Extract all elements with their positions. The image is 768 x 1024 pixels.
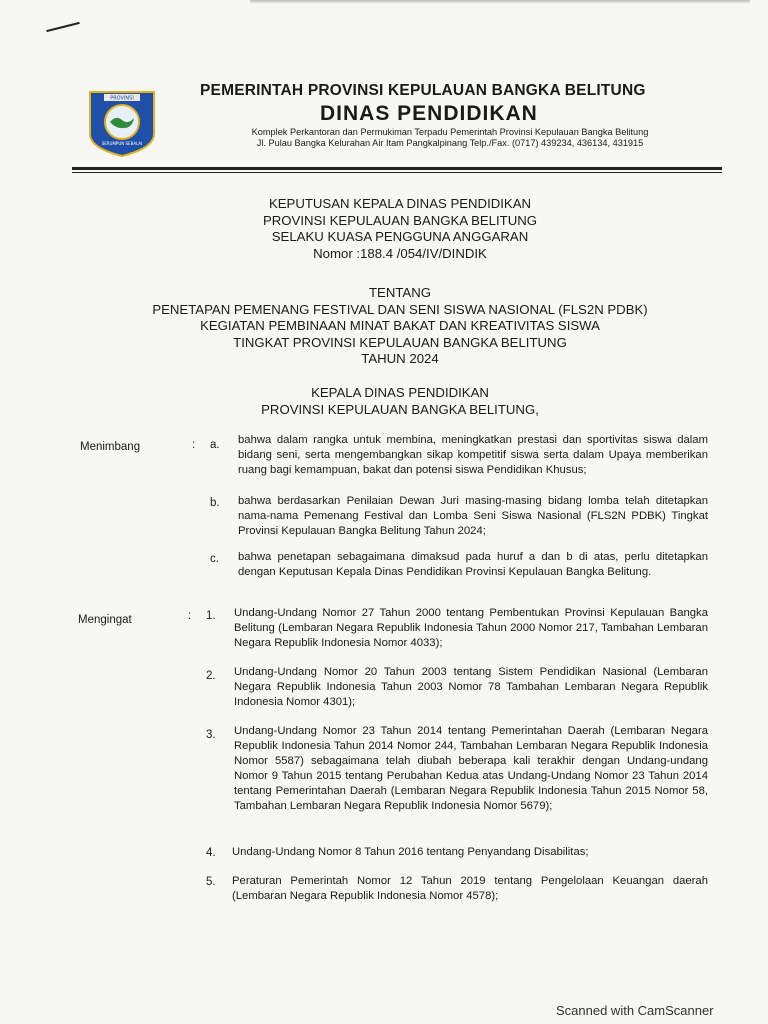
decree-number: Nomor :188.4 /054/IV/DINDIK xyxy=(313,245,487,261)
letterhead-address xyxy=(200,127,700,149)
official-line: PROVINSI KEPULAUAN BANGKA BELITUNG, xyxy=(261,401,539,417)
decree-subject xyxy=(90,285,710,368)
address-line-1: Komplek Perkantoran dan Permukiman Terpadu Pemerintah Provinsi Kepulauan Bangka Belitung xyxy=(251,127,649,137)
list-marker: b. xyxy=(210,497,220,509)
list-marker: c. xyxy=(210,553,219,565)
mengingat-item: Undang-Undang Nomor 20 Tahun 2003 tentang Sistem Pendidikan Nasional (Lembaran Negara Republik Indonesia Tahun 2003 Nomor 78 Tambahan Lembaran Negara Republik Indonesia Nomor 4301); xyxy=(234,666,708,708)
mengingat-label: Mengingat xyxy=(78,614,132,626)
mengingat-item: Peraturan Pemerintah Nomor 12 Tahun 2019 tentang Pengelolaan Keuangan daerah (Lembaran Negara Republik Indonesia Nomor 4578); xyxy=(232,875,708,902)
subject-line: PENETAPAN PEMENANG FESTIVAL DAN SENI SISWA NASIONAL (FLS2N PDBK) xyxy=(152,301,648,317)
letterhead-agency: DINAS PENDIDIKAN xyxy=(320,102,538,125)
list-marker: 1. xyxy=(206,610,216,622)
menimbang-label: Menimbang xyxy=(80,441,141,453)
menimbang-colon: : xyxy=(192,439,196,451)
menimbang-item: bahwa dalam rangka untuk membina, meningkatkan prestasi dan sportivitas siswa dalam bidang seni, serta mengembangkan sikap kompetitif siswa serta dalam Upaya memberikan ruang bagi kemampuan, bakat dan potensi siswa Pendidikan Khusus; xyxy=(238,434,708,476)
mengingat-item: Undang-Undang Nomor 23 Tahun 2014 tentang Pemerintahan Daerah (Lembaran Negara Republik Indonesia Tahun 2014 Nomor 244, Tambahan Lembaran Negara Republik Indonesia Nomor 5587) sebagaimana telah diubah beberapa kali terakhir dengan Undang-undang Nomor 9 Tahun 2015 tentang Perubahan Kedua atas Undang-Undang Nomor 23 Tahun 2014 tentang Pemerintahan Daerah (Lembaran Negara Republik Indonesia Tahun 2015 Nomor 58, Tambahan Lembaran Negara Republik Indonesia Nomor 5679); xyxy=(234,725,708,812)
official-line: KEPALA DINAS PENDIDIKAN xyxy=(311,385,489,400)
menimbang-item: bahwa penetapan sebagaimana dimaksud pada huruf a dan b di atas, perlu ditetapkan dengan Keputusan Kepala Dinas Pendidikan Provinsi Kepulauan Bangka Belitung. xyxy=(238,551,708,578)
subject-line: TENTANG xyxy=(368,285,432,300)
title-line: KEPUTUSAN KEPALA DINAS PENDIDIKAN xyxy=(268,196,532,211)
list-marker: a. xyxy=(210,439,220,451)
scanner-watermark: Scanned with CamScanner xyxy=(556,1003,714,1018)
list-marker: 3. xyxy=(206,729,216,741)
decree-title xyxy=(90,196,710,262)
subject-line: TAHUN 2024 xyxy=(361,351,439,366)
list-marker: 5. xyxy=(206,876,216,888)
scan-edge-shadow xyxy=(250,0,750,4)
menimbang-item: bahwa berdasarkan Penilaian Dewan Juri masing-masing bidang lomba telah ditetapkan nama-nama Pemenang Festival dan Lomba Seni Siswa Nasional (FLS2N PDBK) Tingkat Provinsi Kepulauan Bangka Belitung Tahun 2024; xyxy=(238,495,708,537)
pen-mark xyxy=(46,22,79,32)
subject-line: KEGIATAN PEMBINAAN MINAT BAKAT DAN KREATIVITAS SISWA xyxy=(200,318,600,333)
province-logo-icon xyxy=(86,88,158,158)
letterhead-rule-thick xyxy=(72,167,722,170)
letterhead-rule-thin xyxy=(72,172,722,173)
address-line-2: Jl. Pulau Bangka Kelurahan Air Itam Pangkalpinang Telp./Fax. (0717) 439234, 436134, 431915 xyxy=(256,138,644,148)
title-line: PROVINSI KEPULAUAN BANGKA BELITUNG xyxy=(262,212,538,228)
official-heading xyxy=(90,385,710,418)
title-line: SELAKU KUASA PENGGUNA ANGGARAN xyxy=(271,229,529,244)
list-marker: 4. xyxy=(206,847,216,859)
letterhead-government: PEMERINTAH PROVINSI KEPULAUAN BANGKA BELITUNG xyxy=(200,82,646,99)
mengingat-item: Undang-Undang Nomor 8 Tahun 2016 tentang Penyandang Disabilitas; xyxy=(232,846,589,858)
mengingat-item: Undang-Undang Nomor 27 Tahun 2000 tentang Pembentukan Provinsi Kepulauan Bangka Belitung (Lembaran Negara Republik Indonesia Tahun 2000 Nomor 217, Tambahan Lembaran Negara Republik Indonesia Nomor 4033); xyxy=(234,607,708,649)
list-marker: 2. xyxy=(206,670,216,682)
mengingat-colon: : xyxy=(188,610,192,622)
logo-bottom-text: SERUMPUN SEBALAI xyxy=(101,141,143,146)
logo-top-text: PROVINSI xyxy=(110,95,134,102)
subject-line: TINGKAT PROVINSI KEPULAUAN BANGKA BELITUNG xyxy=(233,334,567,350)
